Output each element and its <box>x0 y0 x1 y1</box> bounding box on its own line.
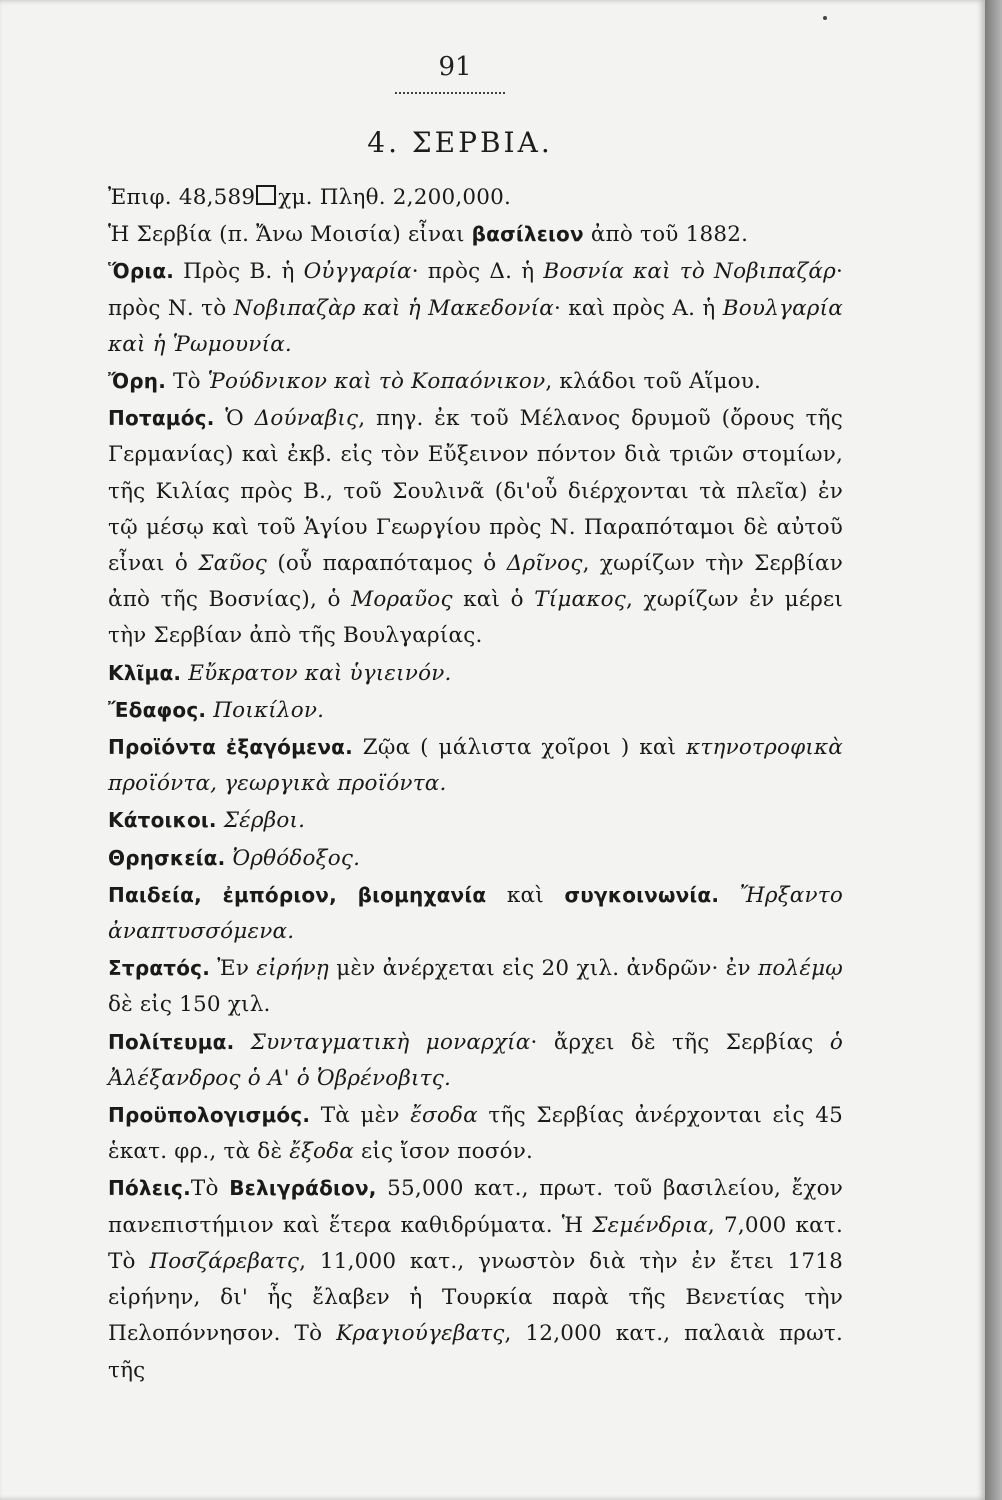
keyword: συγκοινωνία. <box>564 882 720 907</box>
text-run: καὶ <box>486 882 565 908</box>
section-heading: 4. ΣΕΡΒΙΑ. <box>367 126 553 159</box>
italic-run: Νοβιπαζὰρ καὶ ἡ Μακεδονία <box>233 295 554 321</box>
text-run: καὶ ὁ <box>452 587 535 613</box>
keyword: Ὄρη. <box>108 369 167 394</box>
italic-run: Βουλγαρία καὶ ἡ Ῥωμουνία. <box>108 295 843 357</box>
keyword: Προϋπολογισμός. <box>108 1103 311 1128</box>
square-symbol-icon <box>256 185 276 205</box>
paragraph-budget <box>108 1097 843 1170</box>
text-run: , 11,000 κατ., γνωστὸν διὰ τὴν ἐν ἔτει 1718 εἰρήνην, δι' ἧς ἔλαβεν ἡ Τουρκία παρὰ τῆς Βενετίας τὴν Πελοπόννησον. Τὸ <box>108 1248 843 1347</box>
italic-run: Δρῖνος <box>506 551 583 577</box>
population-text: χμ. Πληθ. 2,200,000. <box>278 185 512 210</box>
italic-run: Οὐγγαρία <box>303 259 412 285</box>
text-run: Τὰ μὲν <box>310 1103 411 1129</box>
keyword: Ὅρια. <box>108 259 175 284</box>
text-run: Ὁ <box>214 406 255 432</box>
text-run: Ἐν <box>210 956 257 982</box>
italic-run: Ποικίλον. <box>206 697 325 723</box>
body-text <box>108 180 843 1389</box>
keyword: Κλῖμα. <box>108 660 182 685</box>
paragraph-education <box>108 877 843 950</box>
paragraph-cities <box>108 1170 843 1388</box>
text-run: Ζῷα ( μάλιστα χοῖροι ) καὶ <box>352 735 687 761</box>
paragraph-army <box>108 950 843 1023</box>
text-run: Πρὸς Β. ἡ <box>174 259 304 285</box>
italic-run: Ποσζάρεβατς <box>149 1248 300 1274</box>
keyword: Πόλεις. <box>108 1176 191 1201</box>
italic-run: Εὔκρατον καὶ ὑγιεινόν. <box>181 660 452 686</box>
paragraph-river <box>108 400 843 654</box>
keyword: Ἔδαφος. <box>108 697 207 722</box>
text-run: (οὗ παραπόταμος ὁ <box>267 551 507 577</box>
italic-run: Κραγιούγεβατς <box>336 1321 505 1347</box>
text-run: μὲν ἀνέρχεται εἰς 20 χιλ. ἀνδρῶν· ἐν <box>329 956 759 982</box>
paragraph-borders <box>108 253 843 363</box>
italic-run: ἔξοδα <box>289 1139 355 1165</box>
paragraph-inhabitants <box>108 802 843 839</box>
paragraph-status <box>108 216 843 253</box>
text-run: , χωρίζων τὴν Σερβίαν ἀπὸ τῆς Βοσνίας), ὁ <box>108 551 843 613</box>
page-edge-shadow <box>985 0 1002 1500</box>
page-number: 91 <box>438 52 472 82</box>
italic-run: Σέρβοι. <box>216 808 306 834</box>
text-run: , κλάδοι τοῦ Αἵμου. <box>545 369 762 395</box>
italic-run: Βοσνία καὶ τὸ Νοβιπαζάρ <box>543 259 836 285</box>
italic-run: κτηνοτροφικὰ προϊόντα, γεωργικὰ προϊόντα. <box>108 735 843 797</box>
text-run: 55,000 κατ., πρωτ. τοῦ βασιλείου, ἔχον πανεπιστήμιον καὶ ἕτερα καθιδρύματα. Ἡ <box>108 1176 844 1238</box>
text-run: Τὸ <box>190 1176 230 1202</box>
paragraph-area <box>108 180 843 216</box>
italic-run: Συνταγματικὴ μοναρχία <box>234 1029 531 1055</box>
text-run: τῆς Σερβίας ἀνέρχονται εἰς 45 ἑκατ. φρ., τὰ δὲ <box>108 1103 843 1165</box>
text-run: , 7,000 κατ. Τὸ <box>108 1212 843 1274</box>
italic-run: Δούναβις <box>254 406 359 432</box>
paragraph-soil <box>108 692 843 729</box>
italic-run: Ἤρξαντο ἀναπτυσσόμενα. <box>108 882 843 945</box>
text-run: , χωρίζων ἐν μέρει τὴν Σερβίαν ἀπὸ τῆς Βουλγαρίας. <box>108 587 844 649</box>
keyword: Θρησκεία. <box>108 845 226 870</box>
paragraph-exports <box>108 729 843 802</box>
paragraph-religion <box>108 840 843 877</box>
keyword: Προϊόντα ἐξαγόμενα. <box>108 735 353 760</box>
italic-run: Τίμακος <box>534 587 626 613</box>
text-run: · πρὸς Δ. ἡ <box>411 259 544 285</box>
keyword: Στρατός. <box>108 956 211 981</box>
italic-run: Σεμένδρια <box>592 1212 708 1238</box>
keyword: Ποταμός. <box>108 406 215 431</box>
page-number-ornament <box>395 86 505 94</box>
keyword: βασίλειον <box>471 222 584 247</box>
speck <box>823 16 827 20</box>
paragraph-mountains <box>108 363 843 400</box>
text-run: εἰς ἴσον ποσόν. <box>354 1139 534 1165</box>
italic-run: εἰρήνῃ <box>256 956 329 982</box>
text-run: · ἄρχει δὲ τῆς Σερβίας <box>530 1029 830 1055</box>
italic-run: ὁ Ἀλέξανδρος ὁ Α' ὁ Ὀβρένοβιτς. <box>108 1029 843 1091</box>
paragraph-government <box>108 1024 843 1097</box>
italic-run: Ῥούδνικον καὶ τὸ Κοπαόνικον <box>207 369 546 395</box>
keyword: Πολίτευμα. <box>108 1029 235 1054</box>
italic-run: πολέμῳ <box>758 956 843 982</box>
text-run: · πρὸς Ν. τὸ <box>108 259 843 321</box>
text-run: δὲ εἰς 150 χιλ. <box>108 992 271 1018</box>
paragraph-climate <box>108 655 843 692</box>
italic-run: Ὀρθόδοξος. <box>225 845 361 871</box>
text-run: , 12,000 κατ., παλαιὰ πρωτ. τῆς <box>108 1321 843 1383</box>
keyword: Βελιγράδιον, <box>229 1176 377 1201</box>
text-run: Ἡ Σερβία (π. Ἄνω Μοισία) εἶναι <box>108 222 472 248</box>
italic-run: ἔσοδα <box>410 1103 478 1129</box>
italic-run: Μοραῦος <box>351 587 453 613</box>
text-run: Τὸ <box>166 369 208 395</box>
text-run: ἀπὸ τοῦ 1882. <box>583 222 749 248</box>
keyword: Παιδεία, ἐμπόριον, βιομηχανία <box>108 882 487 907</box>
area-text: Ἐπιφ. 48,589 <box>108 185 256 210</box>
keyword: Κάτοικοι. <box>108 808 217 833</box>
italic-run: Σαῦος <box>198 551 268 577</box>
text-run: · καὶ πρὸς Α. ἡ <box>553 295 723 321</box>
text-run: , πηγ. ἐκ τοῦ Μέλανος δρυμοῦ (ὄρους τῆς Γερμανίας) καὶ ἐκβ. εἰς τὸν Εὔξεινον πόντον διὰ τριῶν στομίων, τῆς Κιλίας πρὸς Β., τοῦ Σουλινᾶ (δι'οὗ διέρχονται τὰ πλεῖα) ἐν τῷ μέσῳ καὶ τοῦ Ἁγίου Γεωργίου πρὸς Ν. Παραπόταμοι δὲ αὐτοῦ εἶναι ὁ <box>108 406 844 577</box>
